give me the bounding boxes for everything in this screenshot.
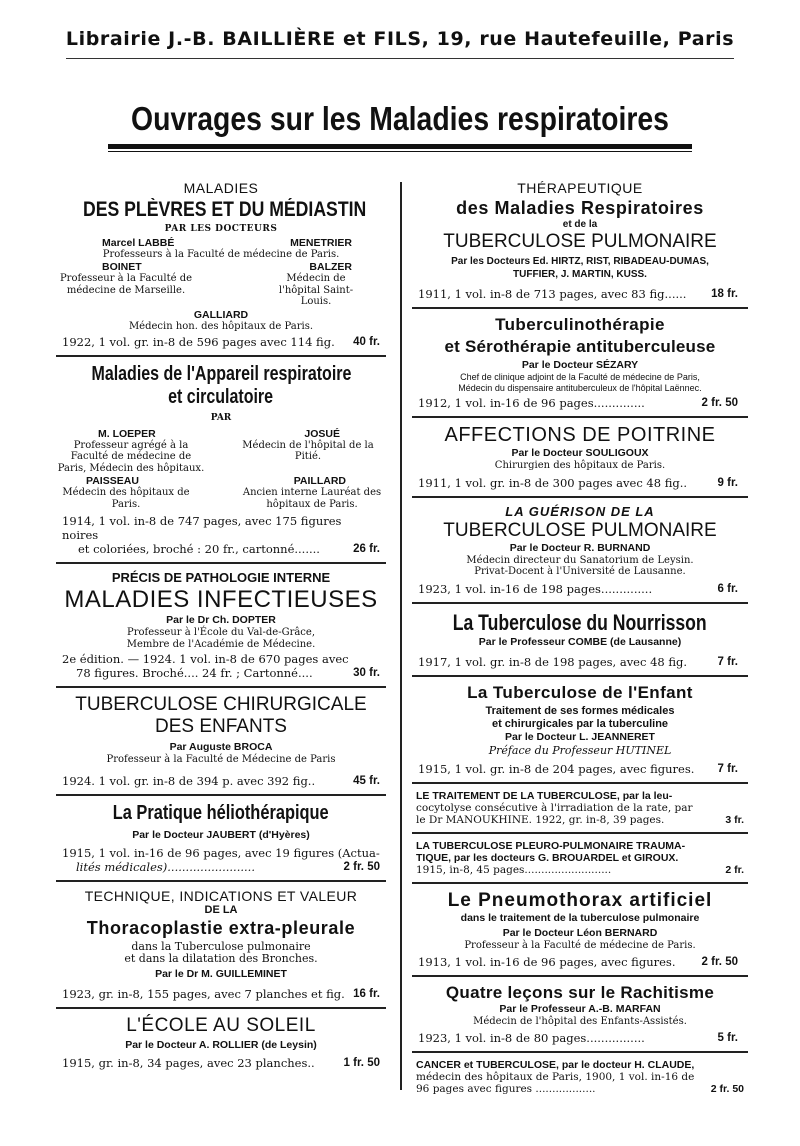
price: 5 fr.	[717, 1031, 738, 1044]
entry-title: Quatre leçons sur le Rachitisme	[445, 983, 715, 1002]
book-entry-plevres	[56, 180, 386, 349]
entry-separator	[412, 416, 748, 418]
publication-info: lités médicales)........................	[76, 859, 255, 874]
entry-separator	[56, 794, 386, 796]
entry-title: des Maladies Respiratoires	[456, 198, 704, 218]
entry-by: Par le Dr Ch. DOPTER	[166, 614, 276, 626]
entry-title: La Tuberculose de l'Enfant	[467, 682, 693, 702]
author-description: Professeur à l'École du Val-de-Grâce,	[126, 627, 316, 638]
entry-by: Par le Docteur A. ROLLIER (de Leysin)	[125, 1038, 317, 1051]
author-name: MENETRIER	[290, 236, 352, 249]
entry-separator	[412, 975, 748, 977]
entry-separator	[412, 307, 748, 309]
title-rule	[108, 144, 692, 149]
header-rule	[66, 58, 734, 59]
author-description: Professeur à la Faculté de Médecine de Paris	[106, 754, 336, 765]
entry-text: LE TRAITEMENT DE LA TUBERCULOSE, par la leu-	[416, 789, 673, 802]
publication-info: 1915, 1 vol. in-16 de 96 pages, avec 19 figures (Actua-	[62, 845, 380, 860]
price: 30 fr.	[353, 667, 380, 679]
book-entry-rachitisme	[412, 983, 748, 1045]
author-description: Médecin de l'hôpital de la Pitié.	[242, 439, 374, 462]
price: 2 fr. 50	[701, 956, 738, 968]
entry-title: La Tuberculose du Nourrisson	[453, 609, 707, 635]
entry-text: médecin des hôpitaux de Paris, 1900, 1 vol. in-16 de	[416, 1070, 695, 1083]
book-entry-pneumothorax	[412, 890, 748, 970]
publication-info: 1911, 1 vol. gr. in-8 de 300 pages avec 48 fig..	[418, 475, 688, 490]
author-description: Professeurs à la Faculté de médecine de Paris.	[102, 248, 340, 260]
price: 6 fr.	[717, 582, 738, 595]
entry-description: et dans la dilatation des Bronches.	[124, 951, 318, 965]
entry-subtitle: THÉRAPEUTIQUE	[517, 180, 643, 196]
price: 3 fr.	[725, 813, 744, 826]
author-name: M. LOEPER	[98, 427, 156, 440]
entry-title: TUBERCULOSE PULMONAIRE	[443, 231, 717, 252]
author-name: GALLIARD	[193, 308, 249, 321]
entry-separator	[412, 496, 748, 498]
entry-by: PAR LES DOCTEURS	[164, 224, 278, 234]
entry-by: Par le Professeur A.-B. MARFAN	[499, 1003, 661, 1015]
entry-by: Par le Professeur COMBE (de Lausanne)	[478, 635, 682, 648]
entry-subtitle: LA GUÉRISON DE LA	[505, 503, 655, 519]
entry-subtitle: DE LA	[204, 903, 238, 916]
book-entry-cancer-tuberculose	[412, 1059, 748, 1095]
author-description: Professeur à la Faculté de médecine de Marseille.	[59, 273, 193, 296]
price: 7 fr.	[717, 762, 738, 775]
book-entry-pleuro-pulmonaire	[412, 840, 748, 876]
publication-info: 1911, 1 vol. in-8 de 713 pages, avec 83 fig......	[418, 287, 687, 301]
publication-info: 2e édition. — 1924. 1 vol. in-8 de 670 pages avec	[62, 652, 349, 666]
price: 45 fr.	[353, 774, 380, 787]
entry-title: Le Pneumothorax artificiel	[447, 889, 713, 911]
entry-description: dans la Tuberculose pulmonaire	[131, 939, 311, 953]
publisher-header: Librairie J.-B. BAILLIÈRE et FILS, 19, rue Hautefeuille, Paris	[65, 28, 735, 50]
entry-subtitle: Traitement de ses formes médicales	[485, 704, 675, 717]
publication-info: 1915, 1 vol. gr. in-8 de 204 pages, avec figures.	[418, 761, 695, 776]
entry-text: LA TUBERCULOSE PLEURO-PULMONAIRE TRAUMA-	[416, 839, 686, 852]
publication-info: 1917, 1 vol. gr. in-8 de 198 pages, avec 48 fig.	[418, 654, 688, 669]
author-description: Médecin du dispensaire antituberculeux de l'hôpital Laënnec.	[458, 382, 702, 393]
entry-text: le Dr MANOUKHINE. 1922, gr. in-8, 39 pages.	[416, 813, 665, 826]
book-entry-ecole-au-soleil	[56, 1015, 386, 1070]
price: 9 fr.	[717, 476, 738, 489]
publication-info: 1913, 1 vol. in-16 de 96 pages, avec figures.	[418, 955, 676, 969]
price: 2 fr. 50	[343, 860, 380, 873]
entry-separator	[56, 1007, 386, 1009]
entry-title: AFFECTIONS DE POITRINE	[444, 424, 716, 446]
author-name: BOINET	[102, 261, 142, 273]
price: 1 fr. 50	[343, 1056, 380, 1069]
book-entry-guerison-tuberculose	[412, 504, 748, 596]
author-description: Médecin hon. des hôpitaux de Paris.	[128, 320, 314, 332]
entry-title: Maladies de l'Appareil respiratoire	[91, 363, 351, 385]
book-entry-traitement-tuberculose	[412, 790, 748, 826]
entry-title-line: MALADIES	[183, 180, 259, 196]
price: 40 fr.	[353, 336, 380, 348]
entry-title: La Pratique héliothérapique	[113, 801, 329, 824]
author-description: Médecin de l'hôpital des Enfants-Assistés.	[473, 1016, 687, 1027]
price: 7 fr.	[717, 655, 738, 668]
publication-info: et coloriées, broché : 20 fr., cartonné.......	[78, 542, 320, 556]
publication-info: 78 figures. Broché.... 24 fr. ; Cartonné....	[76, 666, 313, 680]
entry-by: Par le Docteur R. BURNAND	[509, 541, 651, 554]
publication-info: 1914, 1 vol. in-8 de 747 pages, avec 175 figures noires	[62, 514, 342, 542]
entry-title: DES ENFANTS	[155, 716, 287, 737]
entry-by: Par le Docteur JAUBERT (d'Hyères)	[132, 828, 310, 841]
book-entry-affections-de-poitrine	[412, 424, 748, 490]
book-entry-appareil-respiratoire	[56, 363, 386, 556]
author-description: Médecin directeur du Sanatorium de Leysin.	[466, 554, 694, 566]
publication-info: 1923, 1 vol. in-16 de 198 pages..............	[418, 581, 653, 596]
entry-text: 1915, in-8, 45 pages..........................	[416, 863, 612, 876]
author-description: Chef de clinique adjoint de la Faculté de médecine de Paris,	[460, 372, 700, 382]
entry-title: L'ÉCOLE AU SOLEIL	[126, 1014, 316, 1036]
price: 26 fr.	[353, 543, 380, 555]
author-name: JOSUÉ	[304, 427, 340, 440]
entry-by: Par le Docteur SOULIGOUX	[511, 447, 649, 459]
author-description: Membre de l'Académie de Médecine.	[126, 638, 316, 650]
entry-title: Tuberculinothérapie	[495, 315, 665, 334]
publication-info: 1922, 1 vol. gr. in-8 de 596 pages avec 114 fig.	[62, 335, 335, 349]
right-column	[412, 172, 748, 1095]
publication-info: 1924. 1 vol. gr. in-8 de 394 p. avec 392 fig..	[62, 773, 316, 788]
page-title: Ouvrages sur les Maladies respiratoires	[131, 100, 669, 137]
author-name: Marcel LABBÉ	[102, 236, 175, 249]
book-entry-thoracoplastie	[56, 888, 386, 1001]
entry-title: MALADIES INFECTIEUSES	[64, 586, 378, 613]
author-description: Médecin des hôpitaux de Paris.	[62, 487, 190, 510]
entry-text: CANCER et TUBERCULOSE, par le docteur H. CLAUDE,	[416, 1058, 695, 1071]
book-entry-therapeutique	[412, 180, 748, 301]
entry-separator	[56, 686, 386, 688]
author-description: Médecin de l'hôpital Saint-Louis.	[278, 273, 354, 307]
entry-by: Par le Docteur L. JEANNERET	[505, 730, 655, 743]
author-name: BALZER	[309, 261, 352, 273]
title-rule-thin	[108, 151, 692, 152]
author-name: PAISSEAU	[86, 475, 139, 487]
entry-subtitle: et chirurgicales par la tuberculine	[491, 717, 669, 730]
entry-separator	[412, 782, 748, 784]
entry-subtitle: et de la	[562, 219, 598, 230]
entry-separator	[412, 832, 748, 834]
entry-by: Par le Docteur Léon BERNARD	[502, 926, 658, 939]
left-column	[56, 172, 386, 1092]
price: 18 fr.	[711, 288, 738, 300]
entry-subtitle: PRÉCIS DE PATHOLOGIE INTERNE	[111, 570, 331, 585]
entry-title: DES PLÈVRES ET DU MÉDIASTIN	[82, 198, 367, 221]
entry-text: TIQUE, par les docteurs G. BROUARDEL et GIROUX.	[416, 851, 679, 864]
entry-separator	[412, 602, 748, 604]
author-description: Professeur agrégé à la Faculté de médecine de Paris, Médecin des hôpitaux.	[57, 439, 205, 474]
entry-subtitle: dans le traitement de la tuberculose pulmonaire	[460, 911, 700, 924]
book-entry-maladies-infectieuses	[56, 570, 386, 680]
entry-by: Par Auguste BROCA	[169, 741, 273, 753]
entry-title: et circulatoire	[168, 386, 274, 408]
entry-title: TUBERCULOSE CHIRURGICALE	[75, 694, 367, 715]
entry-separator	[56, 355, 386, 357]
price: 2 fr.	[725, 863, 744, 876]
author-description: Chirurgien des hôpitaux de Paris.	[494, 460, 666, 471]
column-divider	[400, 182, 402, 1090]
book-entry-tuberculinotherapie	[412, 315, 748, 410]
entry-separator	[56, 562, 386, 564]
publication-info: 1915, gr. in-8, 34 pages, avec 23 planches..	[62, 1055, 315, 1070]
author-description: Professeur à la Faculté de médecine de Paris.	[464, 939, 696, 951]
book-entry-tuberculose-enfant	[412, 683, 748, 776]
entry-title: Thoracoplastie extra-pleurale	[86, 917, 356, 938]
entry-by: Par les Docteurs Ed. HIRTZ, RIST, RIBADEAU-DUMAS,	[451, 256, 709, 267]
entry-subtitle: TECHNIQUE, INDICATIONS ET VALEUR	[84, 887, 358, 904]
entry-separator	[412, 882, 748, 884]
publication-info: 1923, 1 vol. in-8 de 80 pages................	[418, 1030, 645, 1045]
entry-by: PAR	[210, 413, 232, 423]
book-entry-pratique-heliotherapique	[56, 802, 386, 874]
entry-text: 96 pages avec figures ..................	[416, 1082, 596, 1095]
price: 2 fr. 50	[701, 397, 738, 409]
author-description: Ancien interne Lauréat des hôpitaux de Paris.	[242, 487, 382, 510]
entry-by: Par le Docteur SÉZARY	[521, 359, 639, 371]
book-entry-tuberculose-chirurgicale	[56, 694, 386, 788]
publication-info: 1923, gr. in-8, 155 pages, avec 7 planches et fig.	[62, 986, 345, 1001]
publication-info: 1912, 1 vol. in-16 de 96 pages..............	[418, 396, 645, 410]
entry-separator	[412, 675, 748, 677]
entry-separator	[412, 1051, 748, 1053]
entry-by: TUFFIER, J. MARTIN, KUSS.	[513, 269, 647, 280]
price: 16 fr.	[353, 987, 380, 1000]
author-description: Privat-Docent à l'Université de Lausanne.	[474, 566, 686, 577]
price: 2 fr. 50	[710, 1082, 744, 1095]
entry-by: Par le Dr M. GUILLEMINET	[155, 967, 287, 980]
entry-separator	[56, 880, 386, 882]
entry-title: et Sérothérapie antituberculeuse	[444, 337, 716, 356]
book-entry-tuberculose-nourrisson	[412, 610, 748, 669]
author-name: PAILLARD	[293, 475, 346, 487]
entry-preface: Préface du Professeur HUTINEL	[488, 743, 672, 757]
entry-title: TUBERCULOSE PULMONAIRE	[443, 519, 717, 541]
entry-text: cocytolyse consécutive à l'irradiation de la rate, par	[416, 801, 693, 814]
